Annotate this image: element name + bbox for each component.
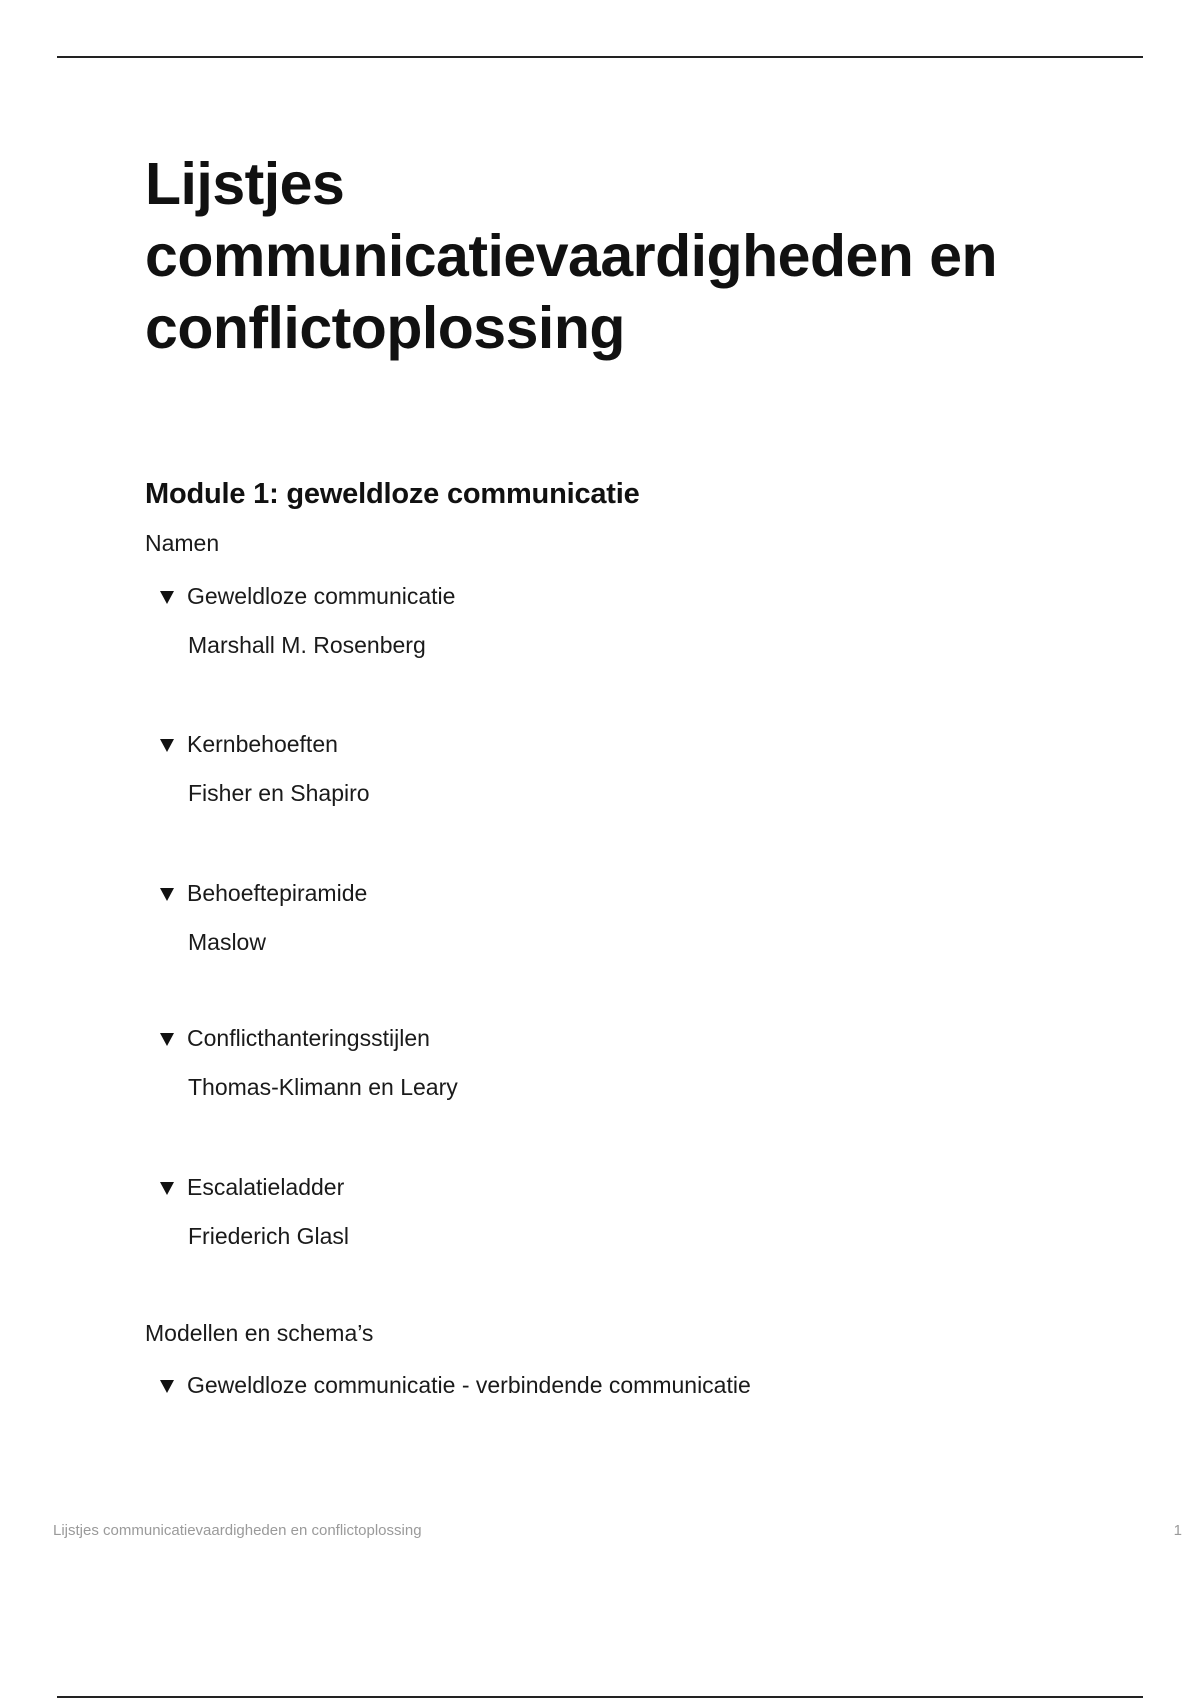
toggle-item[interactable] [160,581,1060,660]
page-title: Lijstjes communicatievaardigheden en conflictoplossing [145,151,998,361]
toggle-item[interactable] [160,1172,1060,1251]
module-heading: Module 1: geweldloze communicatie [145,478,640,510]
toggle-header[interactable] [160,1023,1060,1053]
toggle-header[interactable] [160,1370,1060,1400]
toggle-item[interactable] [160,878,1060,957]
toggle-heading: Conflicthanteringsstijlen [187,1024,430,1051]
toggle-heading: Behoeftepiramide [187,879,368,906]
toggle-content: Maslow [188,929,266,955]
toggle-content: Fisher en Shapiro [188,780,370,806]
title-block [145,148,1095,364]
toggle-heading: Geweldloze communicatie [187,582,456,609]
triangle-down-icon[interactable] [160,1182,174,1195]
toggle-header[interactable] [160,729,1060,759]
namen-label: Namen [145,530,220,556]
toggle-content: Thomas-Klimann en Leary [188,1074,458,1100]
toggle-heading: Escalatieladder [187,1173,345,1200]
triangle-down-icon[interactable] [160,1380,174,1393]
toggle-header[interactable] [160,1172,1060,1202]
top-divider [57,56,1143,58]
footer-document-title: Lijstjes communicatievaardigheden en conflictoplossing [53,1522,422,1539]
toggle-item[interactable] [160,729,1060,808]
triangle-down-icon[interactable] [160,739,174,752]
bottom-divider [57,1696,1143,1698]
footer-page-number: 1 [1173,1522,1182,1539]
toggle-item[interactable] [160,1023,1060,1102]
toggle-header[interactable] [160,581,1060,611]
triangle-down-icon[interactable] [160,888,174,901]
toggle-item[interactable] [160,1370,1060,1400]
toggle-heading: Geweldloze communicatie - verbindende communicatie [187,1371,751,1398]
toggle-header[interactable] [160,878,1060,908]
toggle-content: Marshall M. Rosenberg [188,632,426,658]
modellen-label: Modellen en schema’s [145,1320,374,1346]
toggle-content: Friederich Glasl [188,1223,350,1249]
toggle-heading: Kernbehoeften [187,730,338,757]
triangle-down-icon[interactable] [160,1033,174,1046]
triangle-down-icon[interactable] [160,591,174,604]
